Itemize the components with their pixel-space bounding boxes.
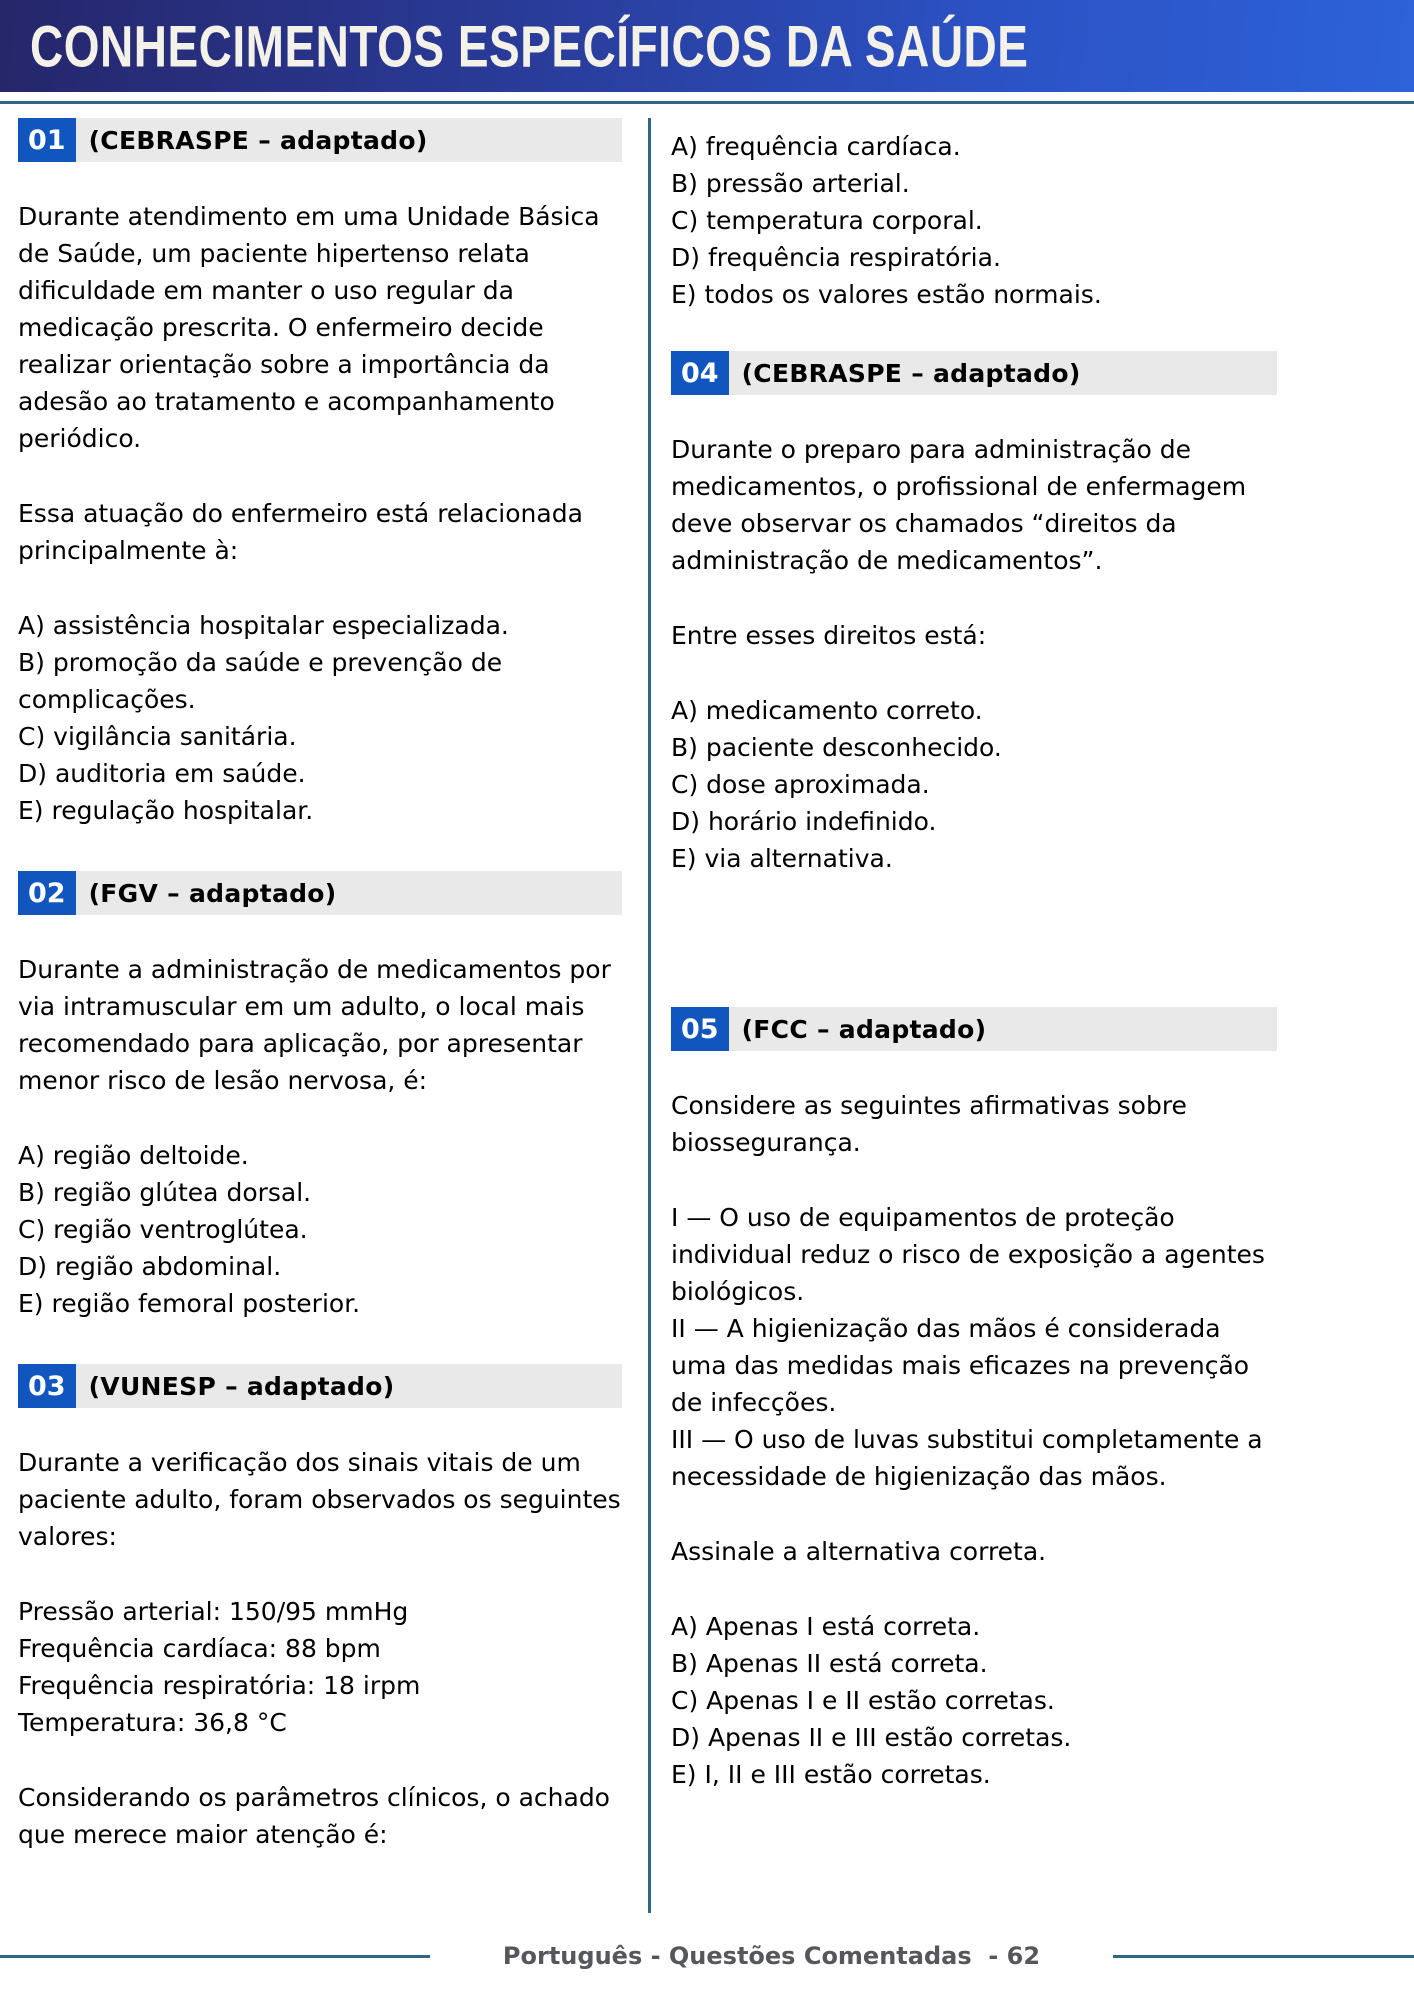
question-04-command: Entre esses direitos está: bbox=[671, 621, 987, 650]
question-03-statement: Durante a verificação dos sinais vitais de um paciente adulto, foram observados os seguintes valores: bbox=[18, 1448, 621, 1551]
question-01-option-b: B) promoção da saúde e prevenção de complicações. bbox=[18, 648, 503, 714]
question-03-source: (VUNESP – adaptado) bbox=[88, 1371, 395, 1401]
question-04-header bbox=[671, 351, 1277, 395]
question-01-option-a: A) assistência hospitalar especializada. bbox=[18, 611, 509, 640]
question-01-option-d: D) auditoria em saúde. bbox=[18, 759, 306, 788]
vital-blood-pressure: Pressão arterial: 150/95 mmHg bbox=[18, 1597, 409, 1626]
question-02-option-b: B) região glútea dorsal. bbox=[18, 1178, 312, 1207]
left-column bbox=[0, 118, 648, 1913]
question-05-source: (FCC – adaptado) bbox=[741, 1014, 987, 1044]
question-02-statement: Durante a administração de medicamentos por via intramuscular em um adulto, o local mais recomendado para aplicação, por apresentar menor risco de lesão nervosa, é: bbox=[18, 955, 611, 1095]
vital-temperature: Temperatura: 36,8 °C bbox=[18, 1708, 287, 1737]
question-05-command: Assinale a alternativa correta. bbox=[671, 1537, 1047, 1566]
question-05-option-b: B) Apenas II está correta. bbox=[671, 1649, 988, 1678]
question-03-command: Considerando os parâmetros clínicos, o achado que merece maior atenção é: bbox=[18, 1783, 610, 1849]
question-05-option-c: C) Apenas I e II estão corretas. bbox=[671, 1686, 1055, 1715]
question-04-statement: Durante o preparo para administração de medicamentos, o profissional de enfermagem deve observar os chamados “direitos da administração de medicamentos”. bbox=[671, 435, 1247, 575]
question-05-option-d: D) Apenas II e III estão corretas. bbox=[671, 1723, 1072, 1752]
question-04-option-b: B) paciente desconhecido. bbox=[671, 733, 1002, 762]
question-02-options bbox=[18, 1137, 622, 1322]
question-03-option-e: E) todos os valores estão normais. bbox=[671, 280, 1102, 309]
question-01-number-badge: 01 bbox=[18, 118, 76, 162]
question-05-affirmatives bbox=[671, 1199, 1277, 1495]
question-02-source: (FGV – adaptado) bbox=[88, 878, 337, 908]
question-02-option-c: C) região ventroglútea. bbox=[18, 1215, 308, 1244]
question-04-option-d: D) horário indefinido. bbox=[671, 807, 937, 836]
question-03-option-c: C) temperatura corporal. bbox=[671, 206, 983, 235]
question-02-option-e: E) região femoral posterior. bbox=[18, 1289, 361, 1318]
footer-line-left bbox=[0, 1955, 430, 1958]
page-footer bbox=[0, 1942, 1414, 1970]
question-05-option-e: E) I, II e III estão corretas. bbox=[671, 1760, 991, 1789]
affirmative-ii: II — A higienização das mãos é considerada uma das medidas mais eficazes na prevenção de infecções. bbox=[671, 1314, 1250, 1417]
question-01-statement: Durante atendimento em uma Unidade Básica de Saúde, um paciente hipertenso relata dificuldade em manter o uso regular da medicação prescrita. O enfermeiro decide realizar orientação sobre a importância da adesão ao tratamento e acompanhamento periódico. bbox=[18, 202, 600, 453]
question-03-number-badge: 03 bbox=[18, 1364, 76, 1408]
question-01-source: (CEBRASPE – adaptado) bbox=[88, 125, 428, 155]
question-03-vital-signs bbox=[18, 1593, 622, 1741]
question-03-option-a: A) frequência cardíaca. bbox=[671, 132, 961, 161]
affirmative-i: I — O uso de equipamentos de proteção individual reduz o risco de exposição a agentes biológicos. bbox=[671, 1203, 1265, 1306]
footer-text: Português - Questões Comentadas - 62 bbox=[502, 1942, 1041, 1970]
page-title: CONHECIMENTOS ESPECÍFICOS DA SAÚDE bbox=[30, 12, 1029, 80]
question-01-options bbox=[18, 607, 622, 829]
question-03-option-d: D) frequência respiratória. bbox=[671, 243, 1001, 272]
question-05-header bbox=[671, 1007, 1277, 1051]
question-04-option-e: E) via alternativa. bbox=[671, 844, 893, 873]
question-05-number-badge: 05 bbox=[671, 1007, 729, 1051]
question-01-option-c: C) vigilância sanitária. bbox=[18, 722, 297, 751]
affirmative-iii: III — O uso de luvas substitui completamente a necessidade de higienização das mãos. bbox=[671, 1425, 1263, 1491]
question-03-options bbox=[671, 128, 1277, 313]
question-04-option-a: A) medicamento correto. bbox=[671, 696, 983, 725]
question-02-option-d: D) região abdominal. bbox=[18, 1252, 282, 1281]
question-05-option-a: A) Apenas I está correta. bbox=[671, 1612, 981, 1641]
question-02-header bbox=[18, 871, 622, 915]
footer-line-right bbox=[1113, 1955, 1414, 1958]
question-05-options bbox=[671, 1608, 1277, 1793]
question-01-option-e: E) regulação hospitalar. bbox=[18, 796, 314, 825]
question-04-option-c: C) dose aproximada. bbox=[671, 770, 930, 799]
question-04-options bbox=[671, 692, 1277, 877]
question-03-header bbox=[18, 1364, 622, 1408]
content-columns bbox=[0, 104, 1414, 1913]
page-banner bbox=[0, 0, 1414, 92]
question-03-option-b: B) pressão arterial. bbox=[671, 169, 910, 198]
question-04-number-badge: 04 bbox=[671, 351, 729, 395]
question-05-statement: Considere as seguintes afirmativas sobre biossegurança. bbox=[671, 1091, 1187, 1157]
right-column bbox=[651, 118, 1299, 1913]
vital-respiratory-rate: Frequência respiratória: 18 irpm bbox=[18, 1671, 421, 1700]
question-02-option-a: A) região deltoide. bbox=[18, 1141, 249, 1170]
question-01-command: Essa atuação do enfermeiro está relacionada principalmente à: bbox=[18, 499, 583, 565]
question-02-number-badge: 02 bbox=[18, 871, 76, 915]
question-01-header bbox=[18, 118, 622, 162]
question-04-source: (CEBRASPE – adaptado) bbox=[741, 358, 1081, 388]
vital-heart-rate: Frequência cardíaca: 88 bpm bbox=[18, 1634, 381, 1663]
